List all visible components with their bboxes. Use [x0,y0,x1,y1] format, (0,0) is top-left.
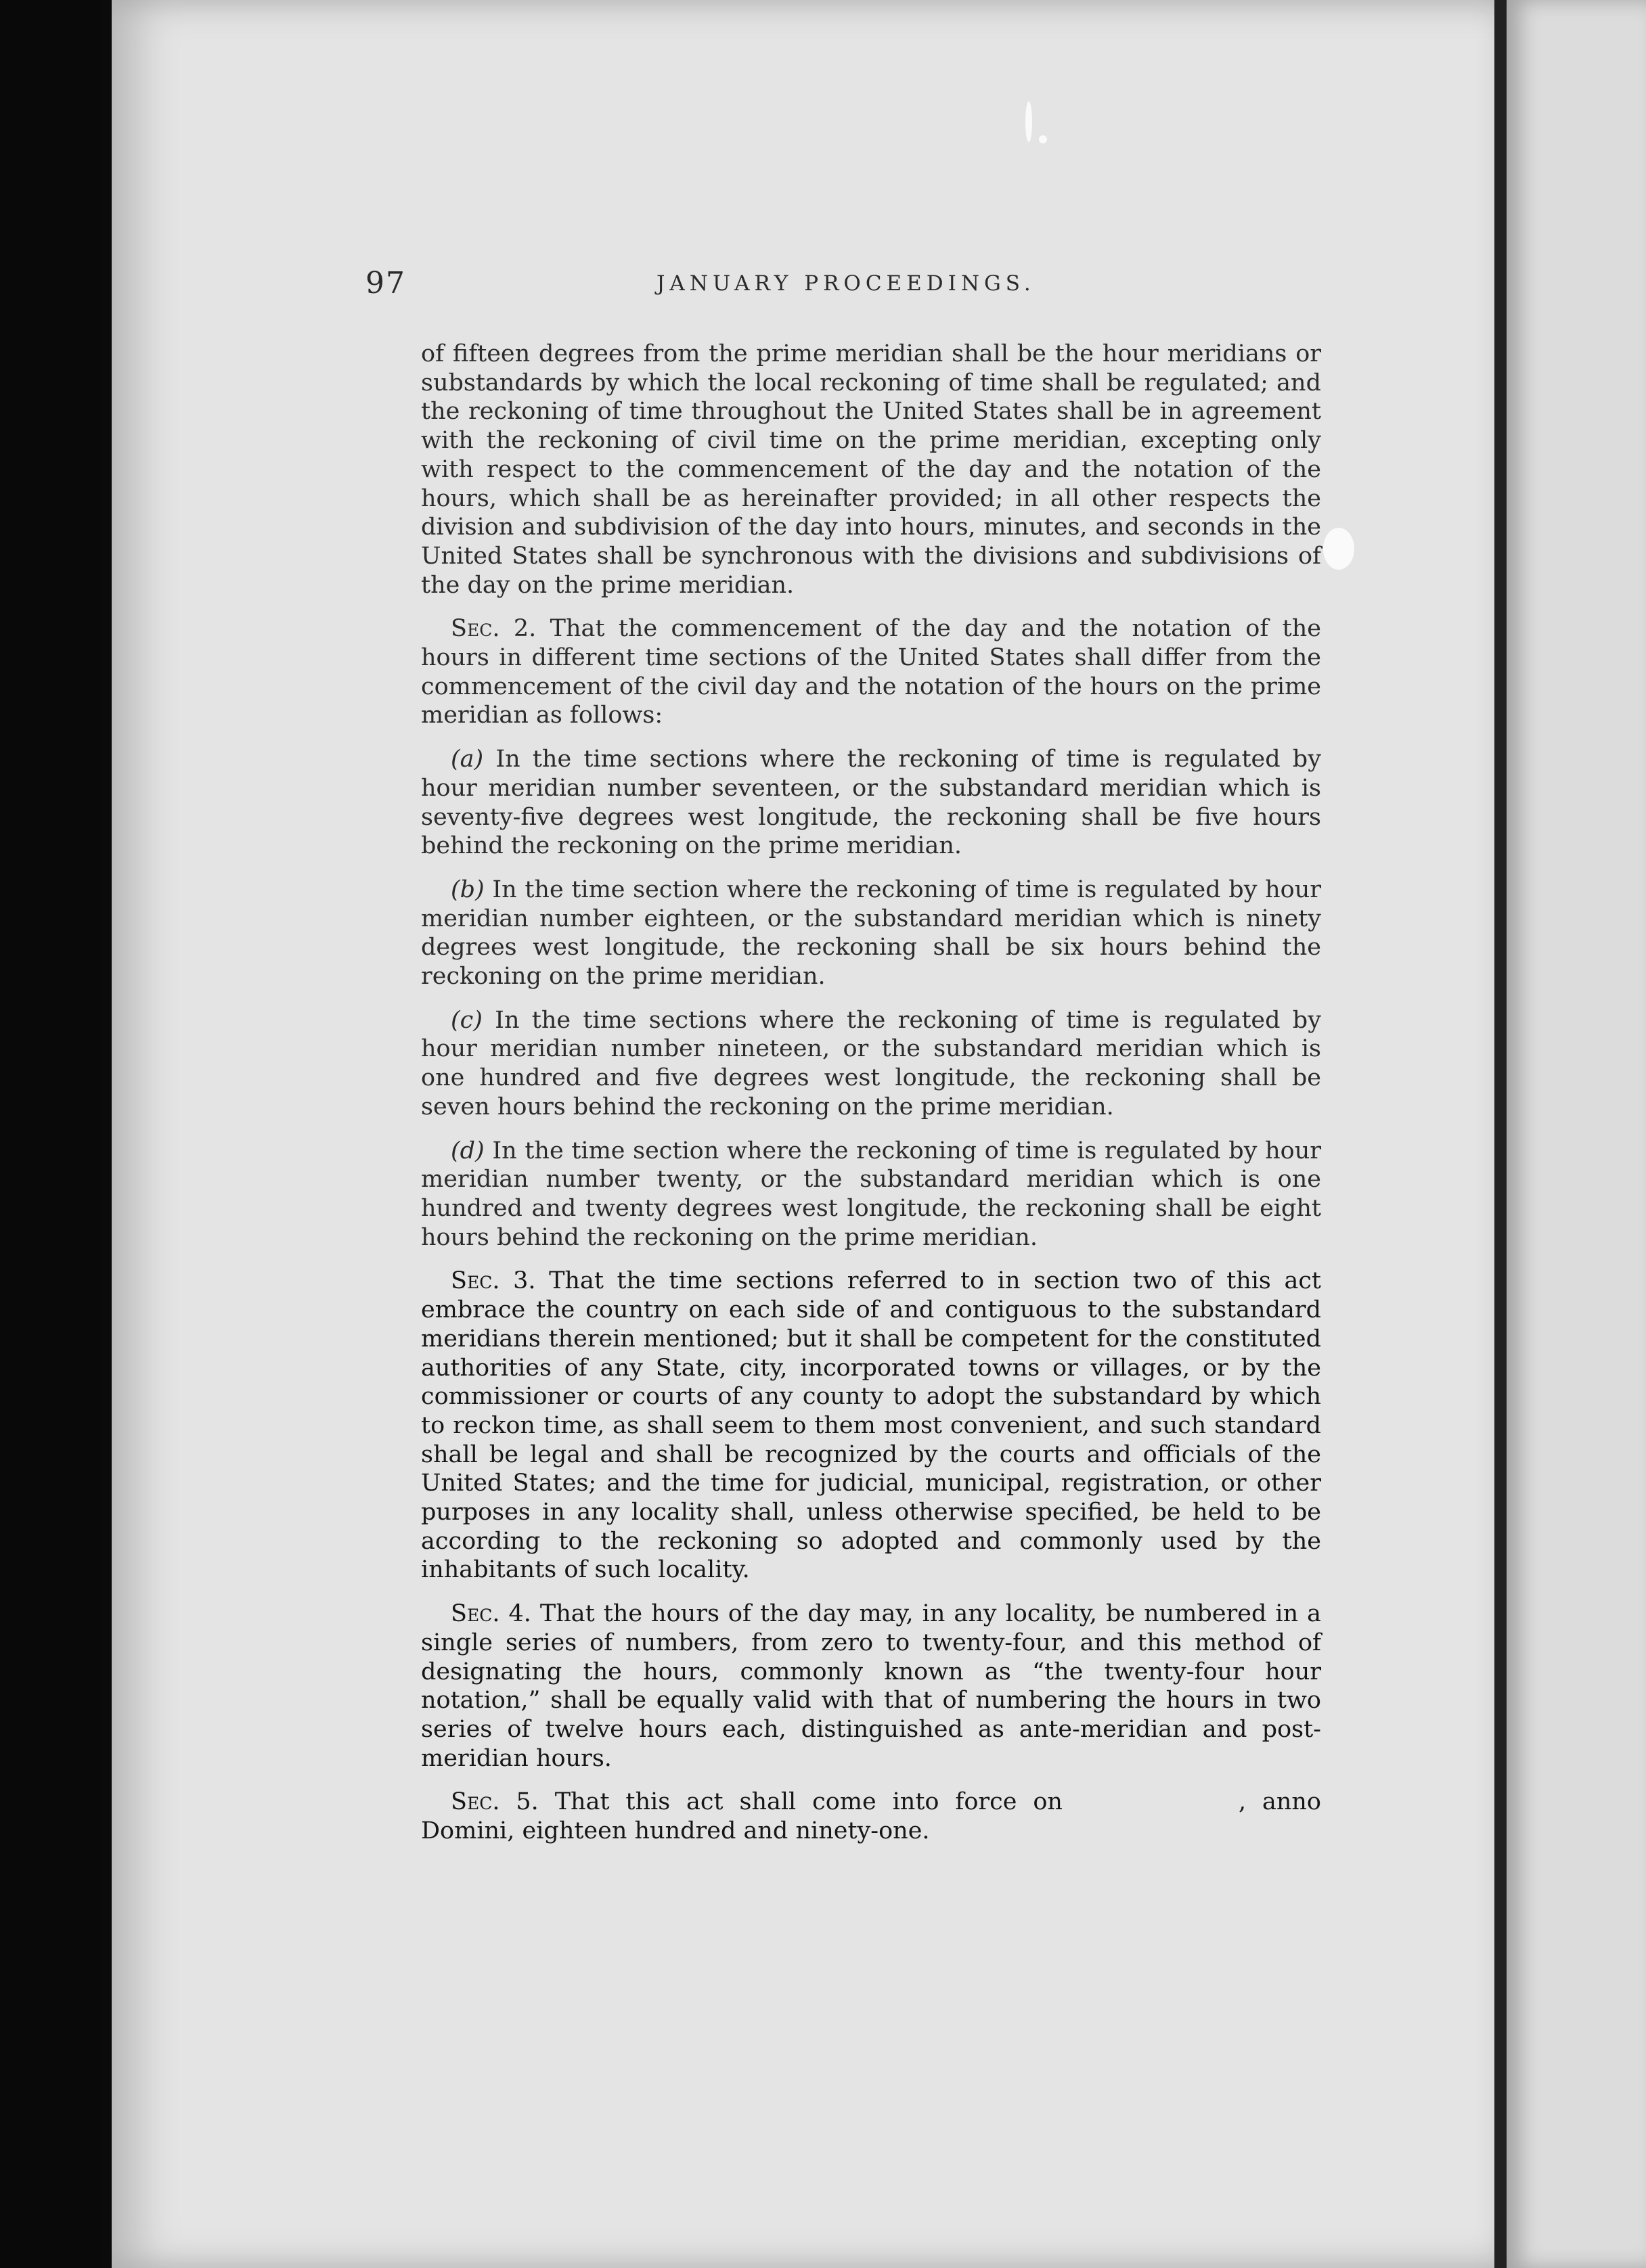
section-label: Sec. 4. [451,1600,531,1628]
page-header [365,266,1340,307]
film-speck [1025,101,1032,142]
item-letter: (c) [451,1006,483,1034]
section-text-before: That this act shall come into force on [554,1788,1063,1816]
item-text: In the time sections where the reckoning of time is regulated by hour meridian number nineteen, or the substandard meridian which is one hundred and five degrees west longitude, the reckoning shall be seven hours behind the reckoning on the prime meridian. [421,1006,1321,1120]
section-label: Sec. 3. [451,1267,536,1295]
intro-paragraph: of fifteen degrees from the prime meridian shall be the hour meridians or substandards by which the local reckoning of time shall be regulated; and the reckoning of time throughout the United States shall be in agreement with the reckoning of civil time on the prime meridian, excepting only with respect to the commencement of the day and the notation of the hours, which shall be as hereinafter provided; in all other respects the division and subdivision of the day into hours, minutes, and seconds in the United States shall be synchronous with the divisions and subdivisions of the day on the prime meridian. [421,340,1321,599]
item-text: In the time section where the reckoning of time is regulated by hour meridian number twenty, or the substandard meridian which is one hundred and twenty degrees west longitude, the reckoning shall be eight hours behind the reckoning on the prime meridian. [421,1137,1321,1251]
page-gutter [1494,0,1507,2268]
section-text: That the hours of the day may, in any locality, be numbered in a single series of numbers, from zero to twenty-four, and this method of designating the hours, commonly known as “the twenty-four hour notation,” shall be equally valid with that of numbering the hours in two series of twelve hours each, distinguished as ante-meridian and post-meridian hours. [421,1600,1321,1772]
list-item [421,1006,1321,1122]
section-label: Sec. 5. [451,1788,539,1816]
item-text: In the time sections where the reckoning of time is regulated by hour meridian number seventeen, or the substandard meridian which is seventy-five degrees west longitude, the reckoning shall be five hours behind the reckoning on the prime meridian. [421,746,1321,860]
section-5-paragraph [421,1788,1321,1845]
section-4-paragraph [421,1600,1321,1773]
section-text-after: , anno Domini, eighteen hundred and ninety-one. [421,1788,1321,1845]
film-edge [0,0,102,2268]
item-letter: (d) [451,1137,485,1164]
page-number: 97 [365,266,406,300]
item-text: In the time section where the reckoning of time is regulated by hour meridian number eighteen, or the substandard meridian which is ninety degrees west longitude, the reckoning shall be six hours behind the reckoning on the prime meridian. [421,876,1321,991]
section-text: That the commencement of the day and the notation of the hours in different time sections of the United States shall differ from the commencement of the civil day and the notation of the hours on the prime meridian as follows: [421,615,1321,729]
section-text: That the time sections referred to in section two of this act embrace the country on each side of and contiguous to the substandard meridians therein mentioned; but it shall be competent for the constituted authorities of any State, city, incorporated towns or villages, or by the commissioner or courts of any county to adopt the substandard by which to reckon time, as shall seem to them most convenient, and such standard shall be legal and shall be recognized by the courts and officials of the United States; and the time for judicial, municipal, registration, or other purposes in any locality shall, unless otherwise specified, be held to be according to the reckoning so adopted and commonly used by the inhabitants of such locality. [421,1267,1322,1584]
adjacent-page-edge [1507,0,1646,2268]
section-label: Sec. 2. [451,615,537,643]
list-item [421,1137,1321,1252]
film-speck [1039,135,1047,143]
item-letter: (b) [451,876,485,903]
list-item [421,876,1321,991]
running-head: JANUARY PROCEEDINGS. [657,271,1036,296]
item-letter: (a) [451,746,484,773]
film-speck [1323,528,1354,570]
list-item [421,745,1321,861]
section-3-paragraph [421,1267,1321,1585]
document-body [421,340,1321,1846]
section-2-paragraph [421,614,1321,730]
